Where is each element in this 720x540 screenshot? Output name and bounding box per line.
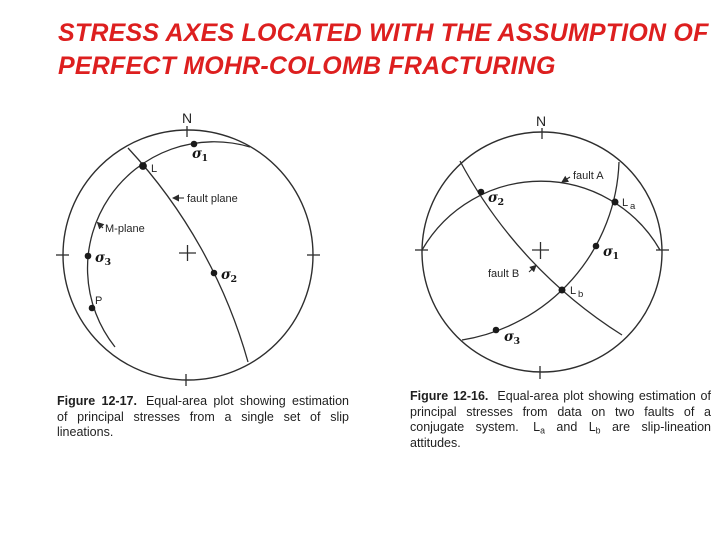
- fault-b-annotation: fault B: [488, 268, 520, 280]
- sigma3-subscript: 3: [104, 257, 112, 268]
- sigma1-label: σ: [192, 146, 202, 162]
- slide-title-line1: STRESS AXES LOCATED WITH THE ASSUMPTION OF: [58, 19, 709, 47]
- lb-symbol-subscript: b: [595, 425, 601, 436]
- north-label: N: [181, 110, 193, 126]
- la-symbol-subscript: a: [540, 425, 545, 436]
- north-label: N: [535, 113, 547, 129]
- m-plane-arrow: [98, 223, 104, 229]
- la-symbol-letter: L: [533, 420, 541, 434]
- sigma3-label: σ: [95, 250, 105, 266]
- la-subscript: a: [630, 201, 636, 212]
- m-plane-annotation: M-plane: [105, 223, 145, 235]
- slide-title-line2: PERFECT MOHR-COLOMB FRACTURING: [58, 52, 556, 80]
- lb-symbol: [589, 420, 601, 434]
- lb-lineation-point: [559, 287, 566, 294]
- sigma1-subscript: 1: [201, 153, 209, 164]
- m-plane-arc: [88, 142, 250, 347]
- la-lineation-point: [612, 199, 619, 206]
- sigma1-subscript: 1: [612, 251, 620, 262]
- sigma2-point: [211, 270, 218, 277]
- sigma1-label: σ: [603, 244, 613, 260]
- sigma3-label: σ: [504, 329, 514, 345]
- sigma2-label: σ: [488, 190, 498, 206]
- figure-caption-left: [57, 394, 349, 441]
- sigma3-point: [493, 327, 500, 334]
- l-lineation-label: L: [151, 163, 158, 175]
- caption-text: and: [556, 420, 578, 434]
- fault-plane-annotation: fault plane: [187, 193, 238, 205]
- fault-b-arrow: [529, 266, 536, 273]
- caption-text: are slip-lineation attitudes.: [410, 420, 711, 450]
- sigma2-subscript: 2: [230, 274, 238, 285]
- fault-a-arc: [422, 181, 660, 250]
- l-lineation-point: [139, 162, 147, 170]
- stereonet-right: [415, 113, 669, 379]
- p-label: P: [95, 295, 103, 307]
- la-lineation-label: L: [622, 197, 629, 209]
- stereonet-left: [56, 110, 320, 386]
- primitive-circle: [422, 132, 662, 372]
- sigma2-label: σ: [221, 267, 231, 283]
- sigma3-subscript: 3: [513, 336, 521, 347]
- lb-subscript: b: [578, 289, 584, 300]
- lb-lineation-label: L: [570, 285, 577, 297]
- caption-text: Equal-area plot showing estimation of principal stresses from data on two faults of a conjugate system.: [410, 389, 711, 434]
- sigma2-subscript: 2: [497, 197, 505, 208]
- caption-tag: Figure 12-16.: [410, 389, 489, 403]
- figure-caption-right: [410, 389, 711, 451]
- lb-symbol-letter: L: [588, 420, 596, 434]
- caption-tag: Figure 12-17.: [57, 394, 137, 408]
- sigma1-point: [593, 243, 600, 250]
- sigma3-point: [85, 253, 92, 260]
- fault-a-arrow: [562, 177, 570, 182]
- sigma2-point: [478, 189, 485, 196]
- caption-text: Equal-area plot showing estimation of principal stresses from a single set of slip lineations.: [57, 394, 349, 439]
- fault-a-annotation: fault A: [573, 170, 604, 182]
- la-symbol: [533, 420, 545, 434]
